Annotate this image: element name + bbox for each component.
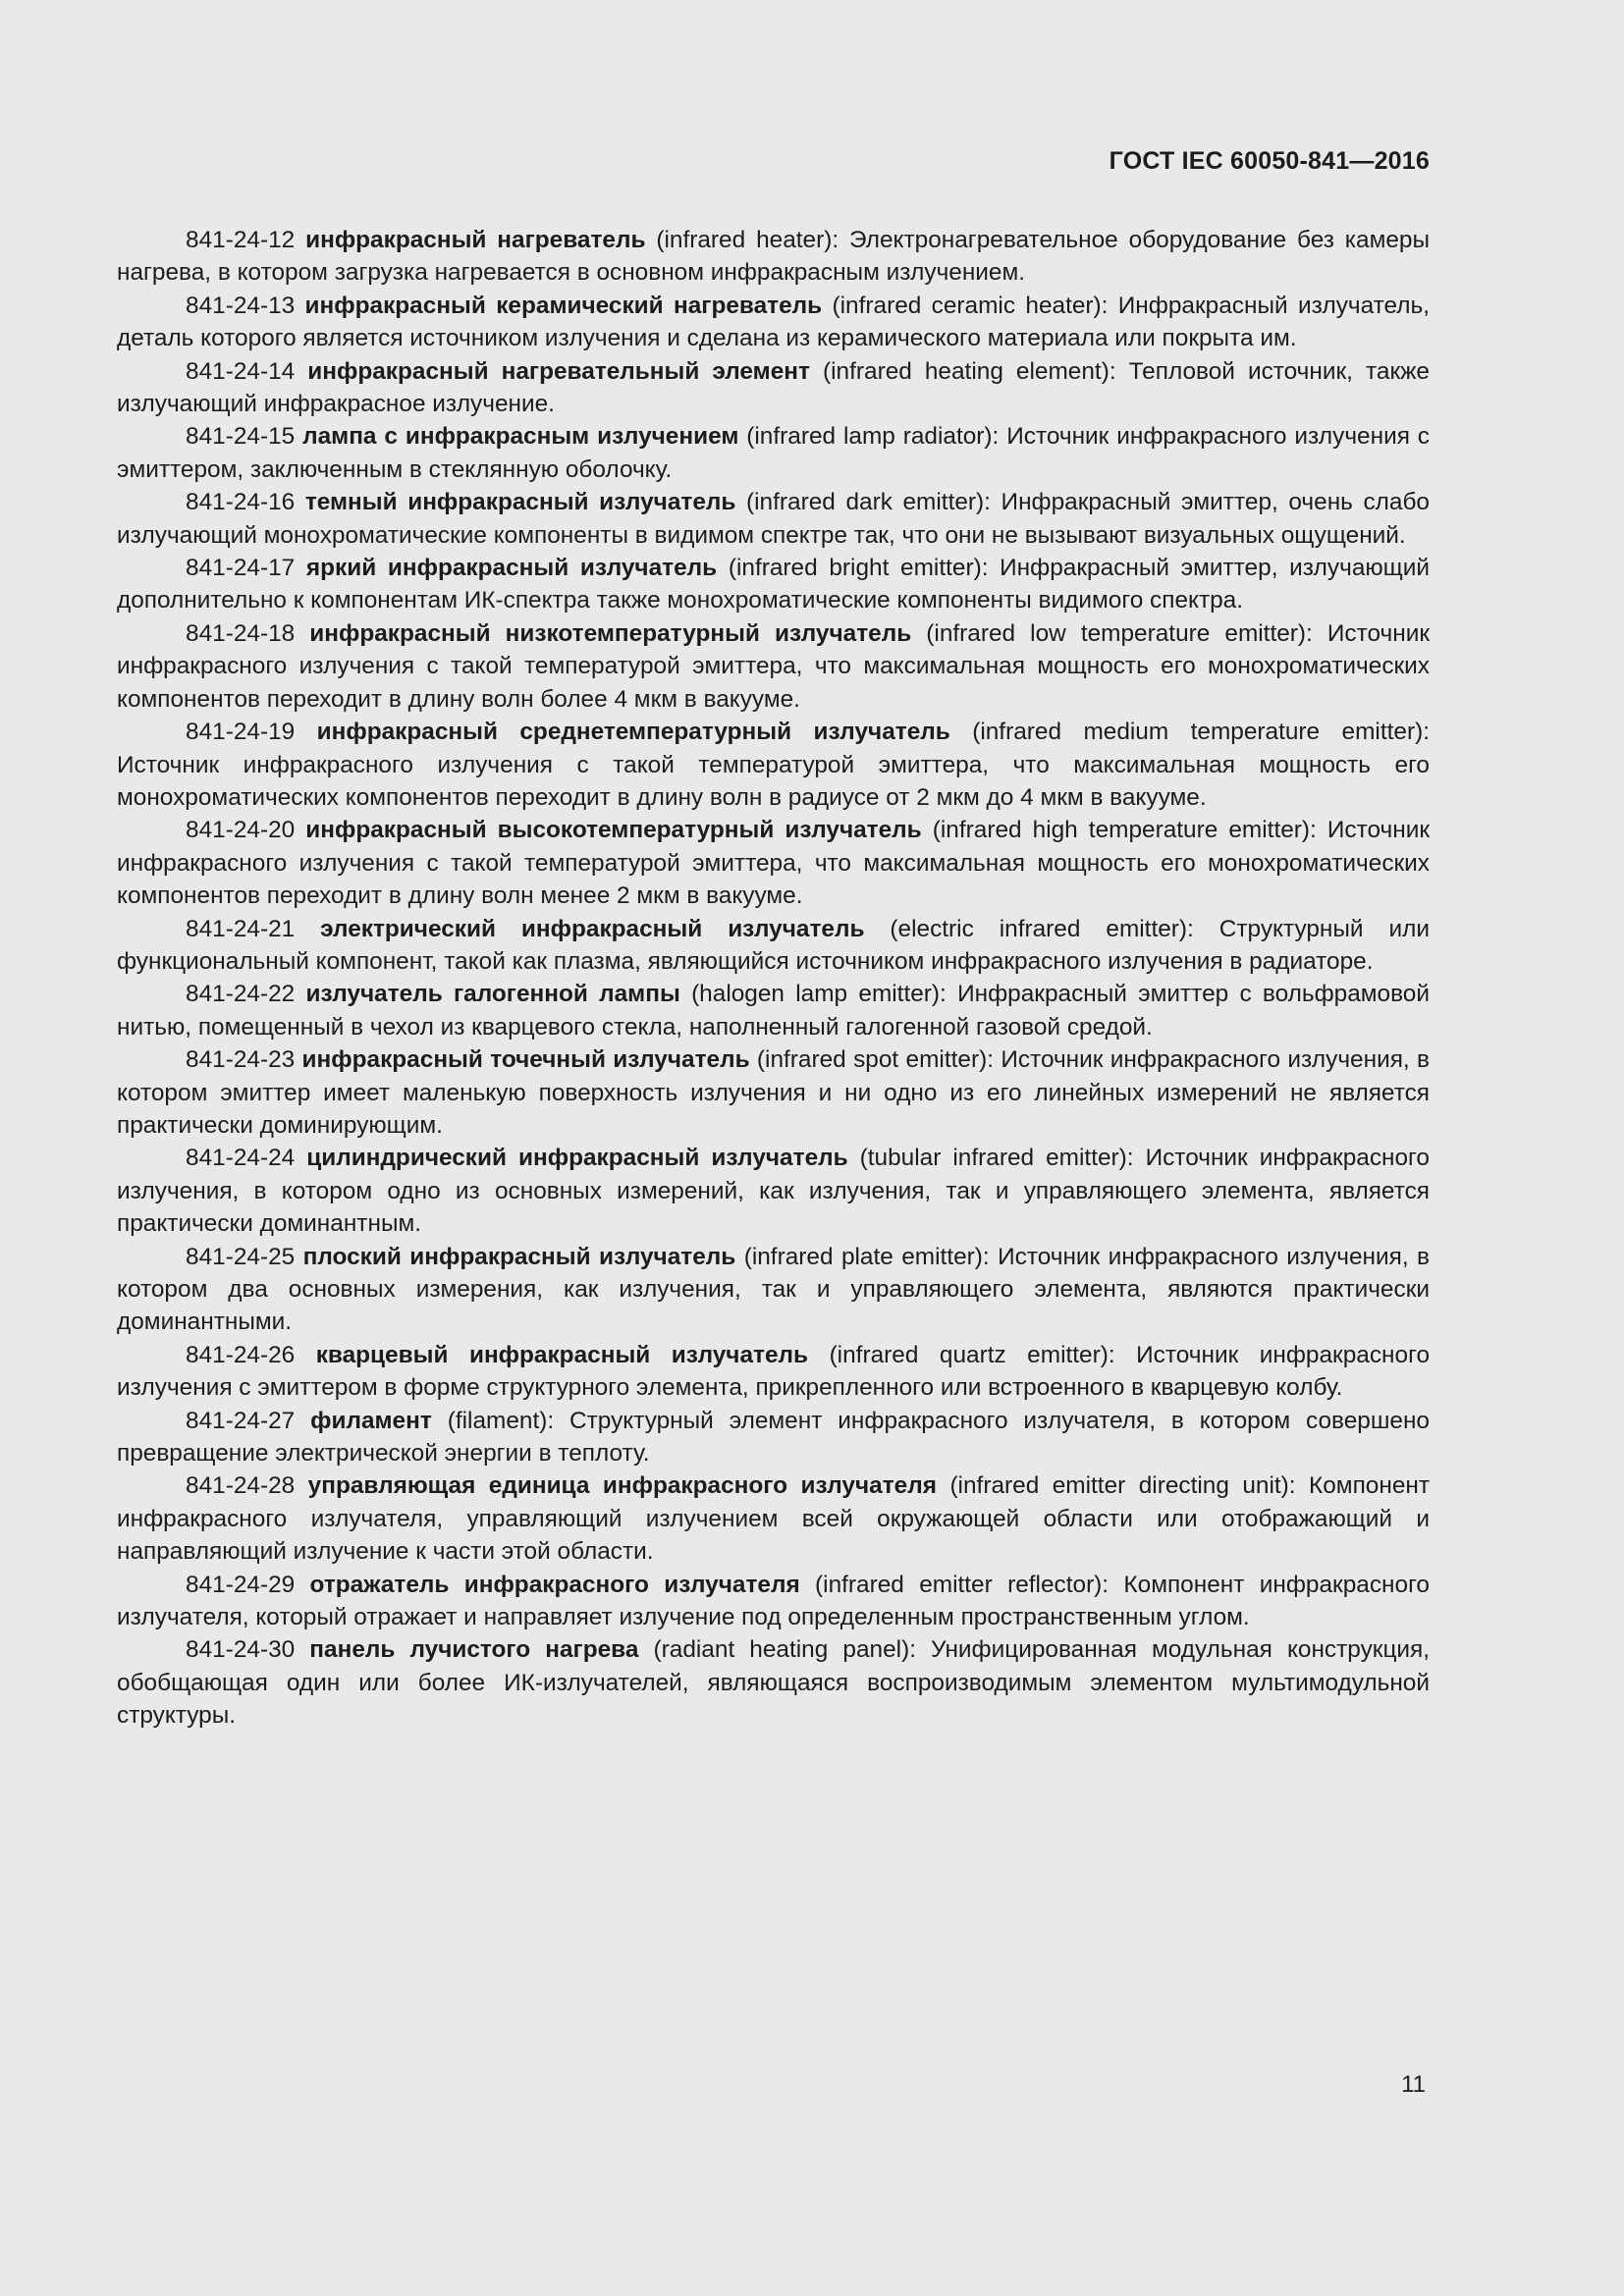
glossary-entry <box>117 224 1430 290</box>
glossary-entry <box>117 1569 1430 1634</box>
entry-definition: (filament): Структурный элемент инфракрасного излучателя, в котором совершено превращение электрической энергии в теплоту. <box>117 1407 1430 1468</box>
entry-definition: (infrared spot emitter): Источник инфракрасного излучения, в котором эмиттер имеет маленькую поверхность излучения и ни одно из его линейных измерений не является практически доминирующим. <box>117 1046 1430 1139</box>
glossary-entry <box>117 420 1430 486</box>
glossary-entry <box>117 1142 1430 1240</box>
glossary-entry <box>117 978 1430 1043</box>
entry-number: 841-24-30 <box>186 1636 296 1664</box>
entry-definition: (infrared high temperature emitter): Источник инфракрасного излучения с такой температурой эмиттера, что максимальная мощность его монохроматических компонентов переходит в длину волн менее 2 мкм в вакууме. <box>117 817 1430 910</box>
glossary-entry <box>117 290 1430 355</box>
entry-number: 841-24-21 <box>186 915 296 942</box>
entry-number: 841-24-15 <box>186 423 296 451</box>
entry-term: кварцевый инфракрасный излучатель <box>315 1341 809 1368</box>
entry-number: 841-24-18 <box>186 619 296 647</box>
entry-definition: (infrared quartz emitter): Источник инфракрасного излучения с эмиттером в форме структурного элемента, прикрепленного или встроенного в кварцевую колбу. <box>117 1341 1431 1402</box>
glossary-entry <box>117 552 1430 617</box>
entry-term: темный инфракрасный излучатель <box>304 489 736 516</box>
glossary-entry <box>117 716 1430 814</box>
entry-term: яркий инфракрасный излучатель <box>305 555 718 582</box>
entry-term: инфракрасный нагреватель <box>305 227 646 253</box>
entry-number: 841-24-19 <box>186 719 296 746</box>
glossary-entry <box>117 913 1430 979</box>
entry-definition: (infrared low temperature emitter): Источник инфракрасного излучения с такой температурой эмиттера, что максимальная мощность его монохроматических компонентов переходит в длину волн более 4 мкм в вакууме. <box>117 619 1431 713</box>
entry-number: 841-24-26 <box>186 1341 296 1368</box>
glossary-entries <box>117 224 1430 1733</box>
entry-definition: (infrared bright emitter): Инфракрасный эмиттер, излучающий дополнительно к компонентам ИК-спектра также монохроматические компоненты видимого спектра. <box>117 555 1430 614</box>
entry-number: 841-24-22 <box>186 981 296 1008</box>
entry-number: 841-24-25 <box>186 1243 296 1270</box>
entry-term: инфракрасный точечный излучатель <box>301 1046 750 1074</box>
entry-definition: (infrared ceramic heater): Инфракрасный излучатель, деталь которого является источником излучения и сделана из керамического материала или покрыта им. <box>117 292 1431 352</box>
entry-definition: (infrared emitter directing unit): Компонент инфракрасного излучателя, управляющий излучением всей окружающей области или отображающий и направляющий излучение к части этой области. <box>117 1472 1431 1566</box>
entry-number: 841-24-28 <box>186 1472 296 1500</box>
entry-number: 841-24-24 <box>186 1145 296 1172</box>
entry-definition: (tubular infrared emitter): Источник инфракрасного излучения, в котором одно из основных измерений, как излучения, так и управляющего элемента, является практически доминантным. <box>117 1145 1430 1238</box>
entry-definition: (infrared emitter reflector): Компонент инфракрасного излучателя, который отражает и направляет излучение под определенным пространственным углом. <box>117 1571 1430 1631</box>
glossary-entry <box>117 486 1430 552</box>
entry-term: инфракрасный нагревательный элемент <box>307 357 810 385</box>
entry-term: цилиндрический инфракрасный излучатель <box>306 1145 848 1172</box>
entry-number: 841-24-20 <box>186 817 296 844</box>
entry-term: излучатель галогенной лампы <box>305 981 680 1008</box>
entry-definition: (infrared lamp radiator): Источник инфракрасного излучения с эмиттером, заключенным в стеклянную оболочку. <box>117 423 1430 483</box>
glossary-entry <box>117 617 1430 716</box>
entry-definition: (infrared plate emitter): Источник инфракрасного излучения, в котором два основных измерения, как излучения, так и управляющего элемента, являются практически доминантными. <box>117 1243 1430 1336</box>
glossary-entry <box>117 1043 1430 1142</box>
entry-definition: (electric infrared emitter): Структурный или функциональный компонент, такой как плазма, являющийся источником инфракрасного излучения в радиаторе. <box>117 915 1430 975</box>
entry-number: 841-24-29 <box>186 1571 296 1598</box>
page-number: 11 <box>1401 2071 1426 2098</box>
entry-term: панель лучистого нагрева <box>309 1636 639 1664</box>
entry-term: инфракрасный среднетемпературный излучатель <box>316 719 950 746</box>
entry-number: 841-24-27 <box>186 1407 296 1434</box>
glossary-entry <box>117 1633 1430 1732</box>
entry-term: отражатель инфракрасного излучателя <box>309 1571 800 1598</box>
entry-term: филамент <box>310 1407 432 1434</box>
glossary-entry <box>117 1469 1430 1568</box>
glossary-entry <box>117 1339 1430 1405</box>
glossary-entry <box>117 1405 1430 1470</box>
entry-term: инфракрасный керамический нагреватель <box>304 292 823 319</box>
entry-definition: (infrared medium temperature emitter): Источник инфракрасного излучения с такой температурой эмиттера, что максимальная мощность его монохроматических компонентов переходит в длину волн в радиусе от 2 мкм до 4 мкм в вакууме. <box>117 719 1430 811</box>
entry-definition: (radiant heating panel): Унифицированная модульная конструкция, обобщающая один или более ИК-излучателей, являющаяся воспроизводимым элементом мультимодульной структуры. <box>117 1636 1431 1730</box>
document-header: ГОСТ IEC 60050-841—2016 <box>1109 147 1430 175</box>
entry-number: 841-24-12 <box>186 227 296 253</box>
entry-term: инфракрасный высокотемпературный излучатель <box>305 817 922 844</box>
entry-term: управляющая единица инфракрасного излучателя <box>307 1472 937 1500</box>
entry-term: инфракрасный низкотемпературный излучатель <box>309 619 912 647</box>
entry-number: 841-24-16 <box>186 489 296 516</box>
entry-number: 841-24-23 <box>186 1046 296 1074</box>
entry-definition: (halogen lamp emitter): Инфракрасный эмиттер с вольфрамовой нитью, помещенный в чехол из кварцевого стекла, наполненный галогенной газовой средой. <box>117 981 1430 1041</box>
entry-term: плоский инфракрасный излучатель <box>302 1243 736 1270</box>
glossary-entry <box>117 355 1430 421</box>
entry-term: электрический инфракрасный излучатель <box>320 915 865 942</box>
glossary-entry <box>117 1241 1430 1339</box>
entry-definition: (infrared heating element): Тепловой источник, также излучающий инфракрасное излучение. <box>117 357 1430 418</box>
glossary-entry <box>117 814 1430 912</box>
entry-term: лампа с инфракрасным излучением <box>302 423 739 451</box>
entry-number: 841-24-13 <box>186 292 296 319</box>
entry-number: 841-24-17 <box>186 555 296 582</box>
entry-number: 841-24-14 <box>186 357 296 385</box>
entry-definition: (infrared dark emitter): Инфракрасный эмиттер, очень слабо излучающий монохроматические компоненты в видимом спектре так, что они не вызывают визуальных ощущений. <box>117 489 1430 549</box>
entry-definition: (infrared heater): Электронагревательное оборудование без камеры нагрева, в котором загрузка нагревается в основном инфракрасным излучением. <box>117 227 1430 287</box>
